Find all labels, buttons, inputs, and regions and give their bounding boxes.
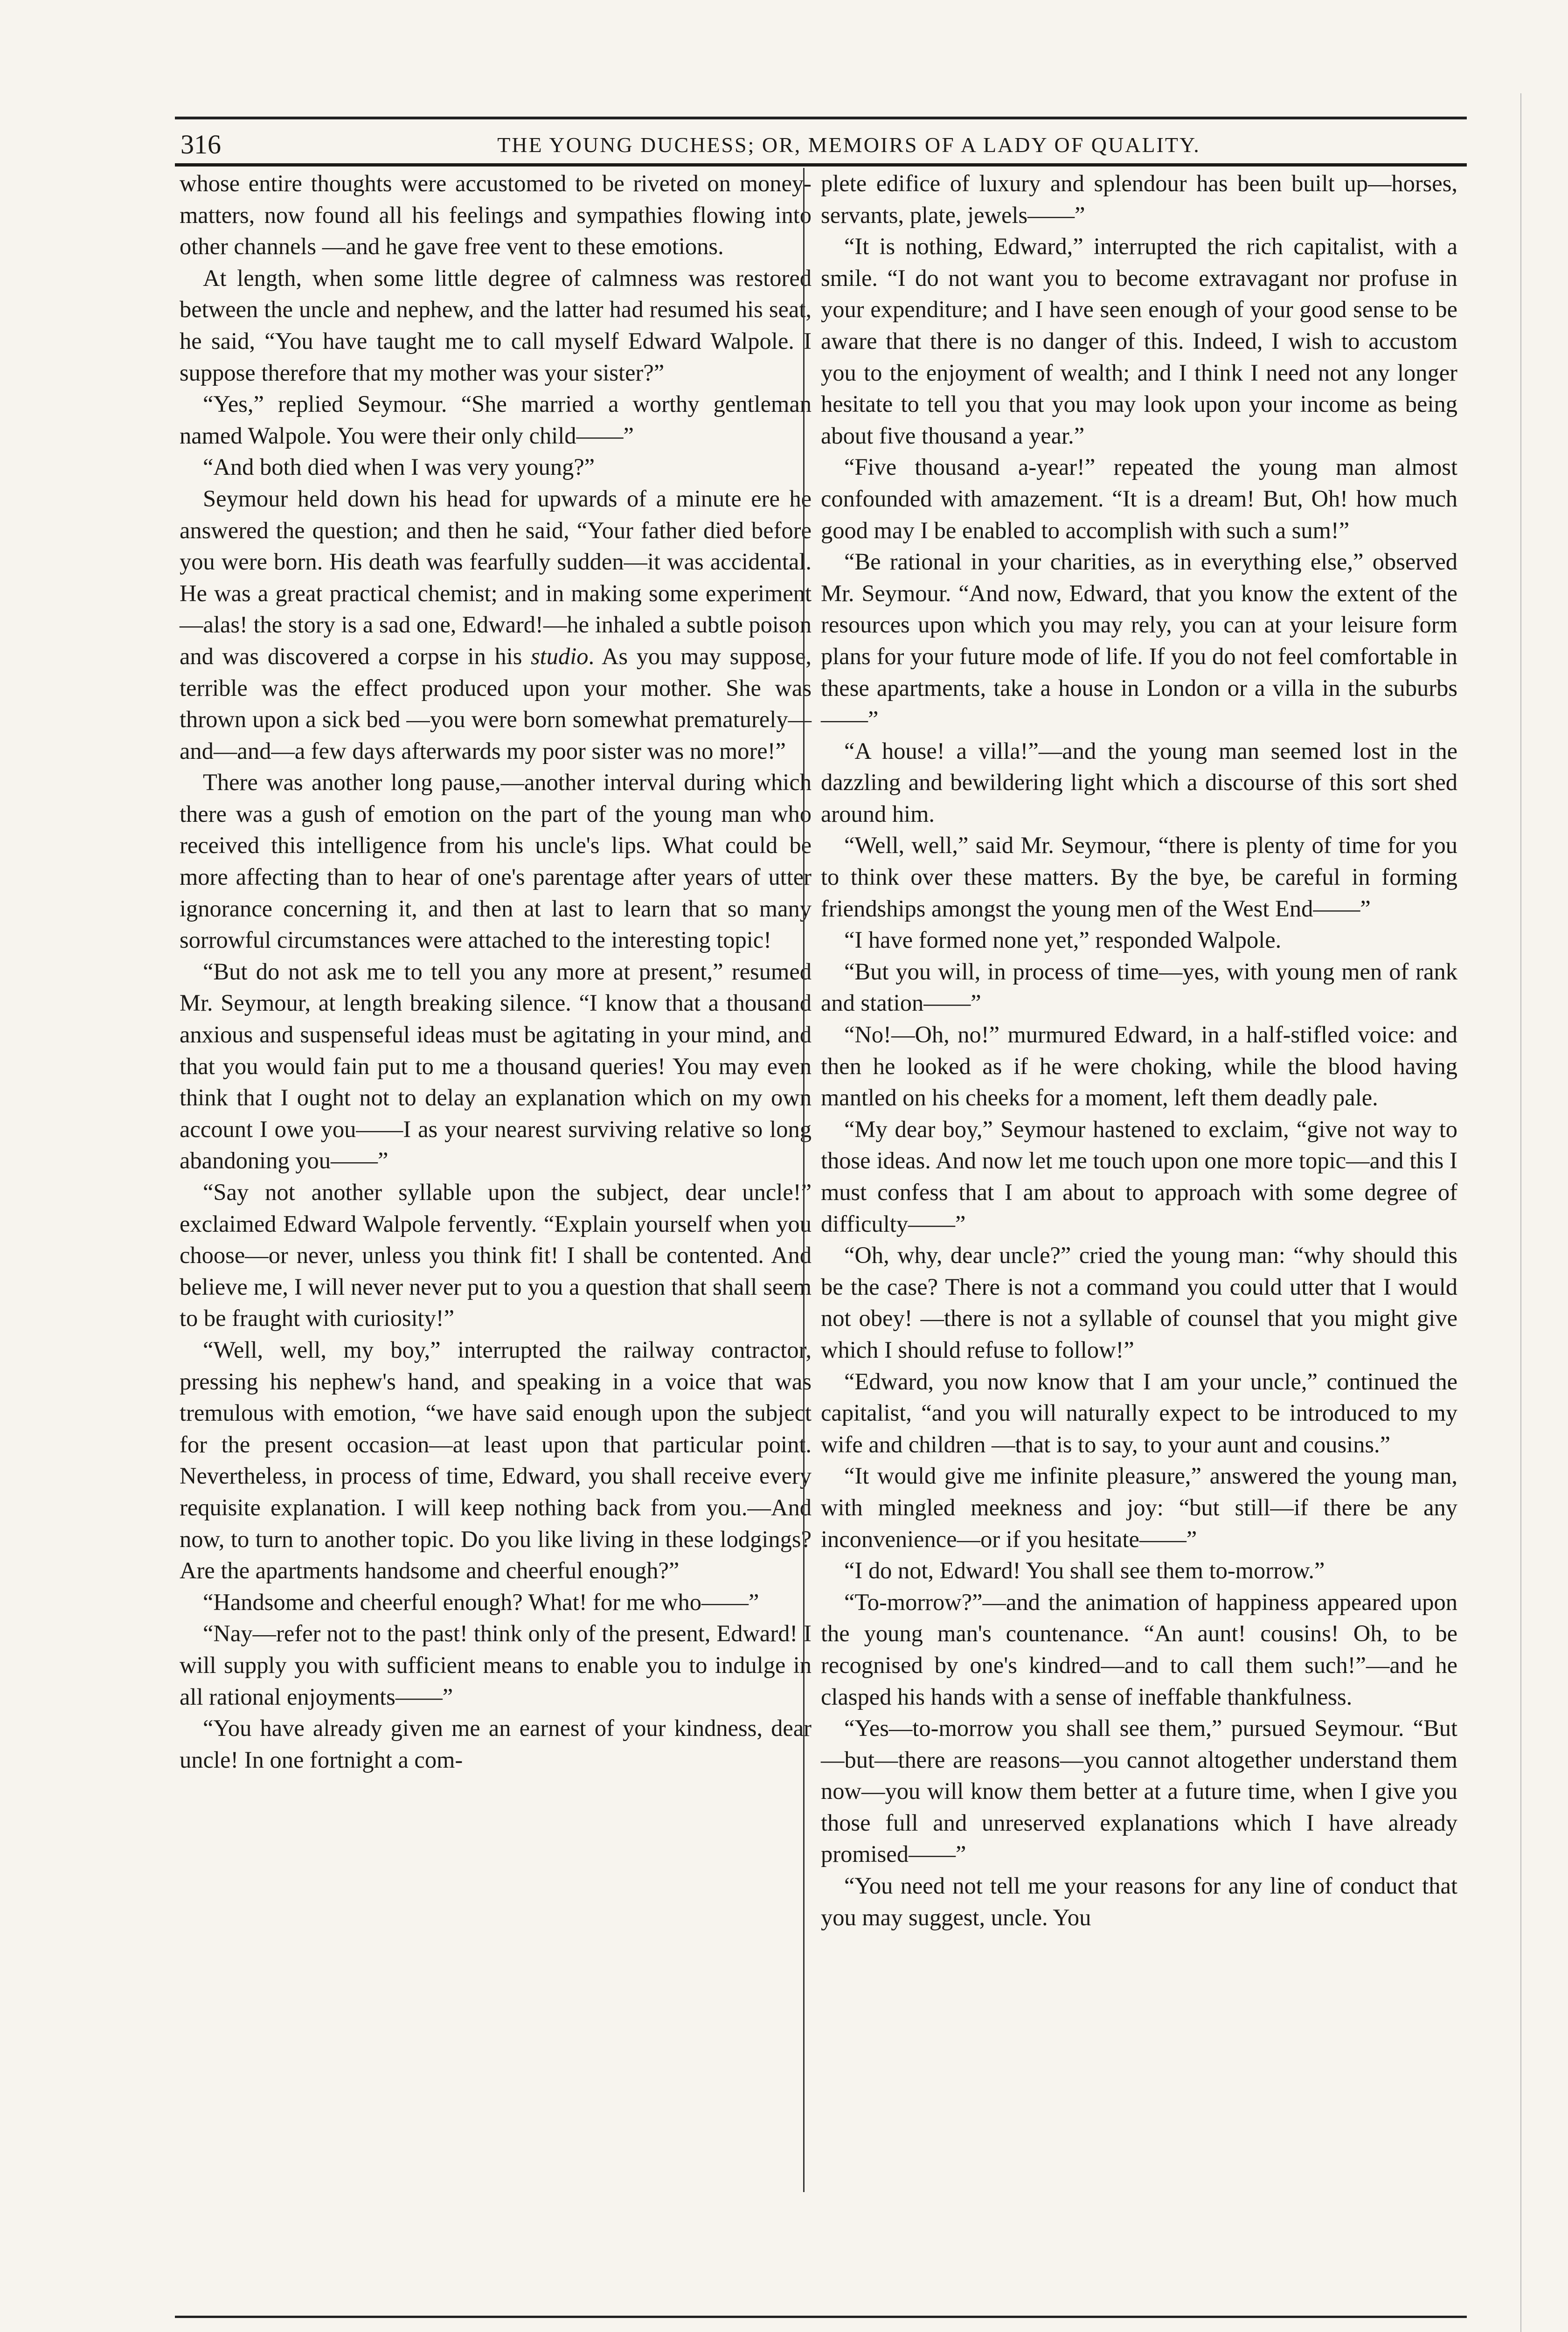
paragraph: “It is nothing, Edward,” interrupted the rich capitalist, with a smile. “I do not want you to become extravagant nor profuse in your expenditure; and I have seen enough of your good sense to be aware that there is no danger of this. Indeed, I wish to accustom you to the enjoyment of wealth; and I think I need not any longer hesitate to tell you that you may look upon your income as being about five thousand a year.”: [821, 233, 1457, 449]
paragraph: “To-morrow?”—and the animation of happiness appeared upon the young man's countenance. “An aunt! cousins! Oh, to be recognised by one's kindred—and to call them such!”—and he clasped his hands with a sense of ineffable thankfulness.: [821, 1589, 1457, 1710]
column-divider: [803, 168, 805, 2192]
paragraph: “My dear boy,” Seymour hastened to exclaim, “give not way to those ideas. And now let me touch upon one more topic—and this I must confess that I am about to approach with some degree of difficulty——”: [821, 1116, 1457, 1237]
page-number: 316: [180, 129, 221, 160]
paragraph: “It would give me infinite pleasure,” answered the young man, with mingled meekness and joy: “but still—if there be any inconvenience—or if you hesitate——”: [821, 1463, 1457, 1552]
paragraph: “I have formed none yet,” responded Walpole.: [844, 927, 1282, 953]
page-edge-line: [1520, 93, 1521, 2332]
paragraph: whose entire thoughts were accustomed to be riveted on money-matters, now found all his feelings and sympathies flowing into other channels —and he gave free vent to these emotions.: [180, 170, 812, 260]
paragraph: “Well, well,” said Mr. Seymour, “there is plenty of time for you to think over these matters. By the bye, be careful in forming friendships amongst the young men of the West End——”: [821, 832, 1457, 922]
paragraph: “Well, well, my boy,” interrupted the railway contractor, pressing his nephew's hand, and speaking in a voice that was tremulous with emotion, “we have said enough upon the subject for the present occasion—at least upon that particular point. Nevertheless, in process of time, Edward, you shall receive every requisite explanation. I will keep nothing back from you.—And now, to turn to another topic. Do you like living in these lodgings? Are the apartments handsome and cheerful enough?”: [180, 1336, 812, 1584]
paragraph: “Say not another syllable upon the subject, dear uncle!” exclaimed Edward Walpole fervently. “Explain yourself when you choose—or never, unless you think fit! I shall be contented. And believe me, I will never never put to you a question that shall seem to be fraught with curiosity!”: [180, 1179, 812, 1332]
paragraph: “And both died when I was very young?”: [203, 454, 595, 480]
paragraph: “Edward, you now know that I am your uncle,” continued the capitalist, “and you will naturally expect to be introduced to my wife and children —that is to say, to your aunt and cousins.”: [821, 1368, 1457, 1458]
paragraph: plete edifice of luxury and splendour has been built up—horses, servants, plate, jewels——”: [821, 170, 1457, 228]
paragraph: “You need not tell me your reasons for any line of conduct that you may suggest, uncle. You: [821, 1873, 1457, 1930]
right-column: [821, 168, 1457, 1933]
paragraph: “You have already given me an earnest of your kindness, dear uncle! In one fortnight a com-: [180, 1715, 812, 1773]
paragraph: “But do not ask me to tell you any more at present,” resumed Mr. Seymour, at length breaking silence. “I know that a thousand anxious and suspenseful ideas must be agitating in your mind, and that you would fain put to me a thousand queries! You may even think that I ought not to delay an explanation which on my own account I owe you——I as your nearest surviving relative so long abandoning you——”: [180, 958, 812, 1174]
running-head: [175, 126, 1467, 163]
paragraph: Seymour held down his head for upwards of a minute ere he answered the question; and then he said, “Your father died before you were born. His death was fearfully sudden—it was accidental. He was a great practical chemist; and in making some experiment—alas! the story is a sad one, Edward!—he inhaled a subtle poison and was discovered a corpse in his studio. As you may suppose, terrible was the effect produced upon your mother. She was thrown upon a sick bed —you were born somewhat prematurely—and—and—a few days afterwards my poor sister was no more!”: [180, 485, 812, 764]
head-rule: [175, 163, 1467, 167]
paragraph: “Nay—refer not to the past! think only of the present, Edward! I will supply you with sufficient means to enable you to indulge in all rational enjoyments——”: [180, 1620, 812, 1710]
bottom-rule: [175, 2316, 1467, 2318]
paragraph: “Yes—to-morrow you shall see them,” pursued Seymour. “But—but—there are reasons—you cannot altogether understand them now—you will know them better at a future time, when I give you those full and unreserved explanations which I have already promised——”: [821, 1715, 1457, 1867]
running-title: THE YOUNG DUCHESS; OR, MEMOIRS OF A LADY OF QUALITY.: [497, 133, 1200, 157]
top-rule: [175, 117, 1467, 119]
left-column: [180, 168, 812, 1776]
paragraph: “Oh, why, dear uncle?” cried the young man: “why should this be the case? There is not a command you could utter that I would not obey! —there is not a syllable of counsel that you might give which I should refuse to follow!”: [821, 1242, 1457, 1363]
paragraph: “I do not, Edward! You shall see them to-morrow.”: [844, 1557, 1325, 1584]
paragraph: “But you will, in process of time—yes, with young men of rank and station——”: [821, 958, 1457, 1016]
paragraph: “Five thousand a-year!” repeated the young man almost confounded with amazement. “It is a dream! But, Oh! how much good may I be enabled to accomplish with such a sum!”: [821, 454, 1457, 543]
paragraph: “No!—Oh, no!” murmured Edward, in a half-stifled voice: and then he looked as if he were choking, while the blood having mantled on his cheeks for a moment, left them deadly pale.: [821, 1021, 1457, 1111]
paragraph: At length, when some little degree of calmness was restored between the uncle and nephew, and the latter had resumed his seat, he said, “You have taught me to call myself Edward Walpole. I suppose therefore that my mother was your sister?”: [180, 264, 812, 386]
paragraph: “Yes,” replied Seymour. “She married a worthy gentleman named Walpole. You were their only child——”: [180, 391, 812, 449]
paragraph: “A house! a villa!”—and the young man seemed lost in the dazzling and bewildering light which a discourse of this sort shed around him.: [821, 737, 1457, 827]
paragraph: There was another long pause,—another interval during which there was a gush of emotion on the part of the young man who received this intelligence from his uncle's lips. What could be more affecting than to hear of one's parentage after years of utter ignorance concerning it, and then at last to learn that so many sorrowful circumstances were attached to the interesting topic!: [180, 769, 812, 953]
paragraph: “Be rational in your charities, as in everything else,” observed Mr. Seymour. “And now, Edward, that you know the extent of the resources upon which you may rely, you can at your leisure form plans for your future mode of life. If you do not feel comfortable in these apartments, take a house in London or a villa in the suburbs——”: [821, 548, 1457, 733]
paragraph: “Handsome and cheerful enough? What! for me who——”: [203, 1589, 759, 1615]
